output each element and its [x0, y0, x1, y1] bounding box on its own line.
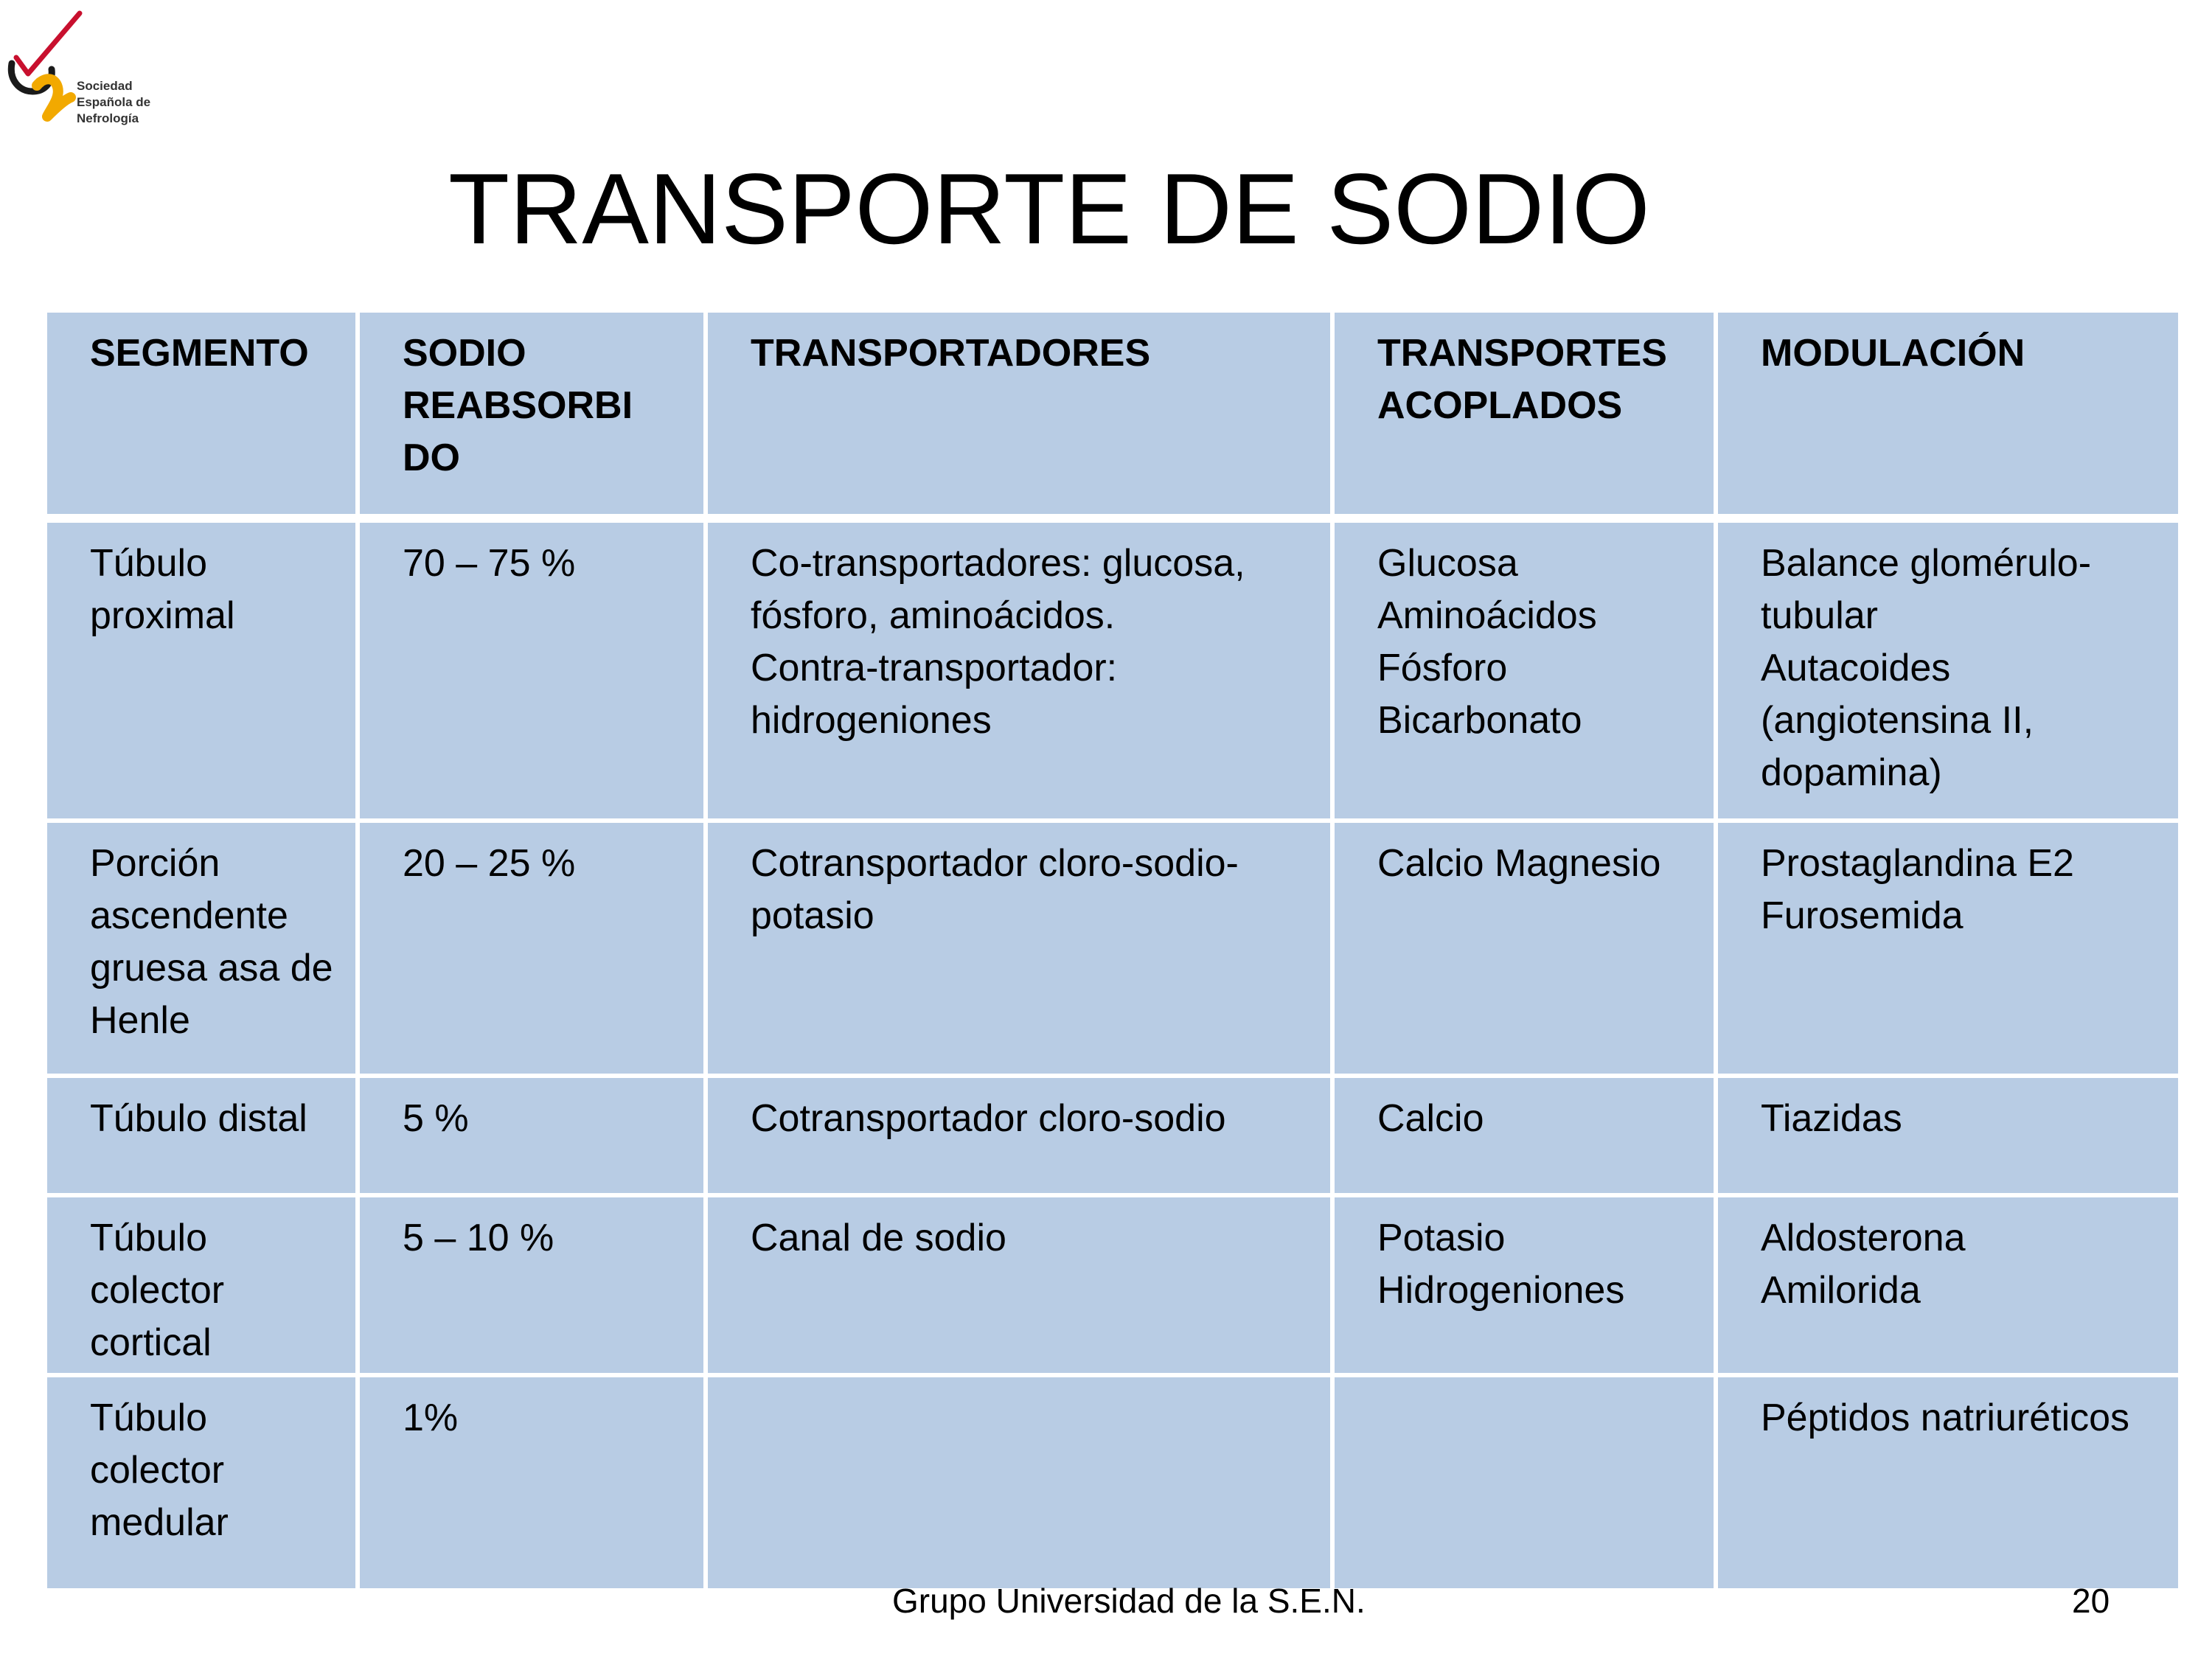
table-cell: [1332, 1076, 1716, 1195]
cell-line: tubular: [1761, 594, 1878, 637]
table-cell: [358, 1076, 706, 1195]
cell-line: Contra-transportador:: [751, 647, 1118, 689]
cell-line: Calcio Magnesio: [1377, 842, 1661, 885]
cell-line: colector: [90, 1269, 225, 1312]
cell-line: Aldosterona: [1761, 1217, 1966, 1259]
sen-logo-icon: [3, 6, 84, 131]
cell-line: Autacoides: [1761, 647, 1951, 689]
logo-text-line: Sociedad: [77, 79, 133, 93]
table-cell: [358, 1375, 706, 1590]
cell-line: SEGMENTO: [90, 332, 309, 375]
cell-line: 5 – 10 %: [403, 1217, 554, 1259]
table-cell: [45, 1076, 358, 1195]
cell-line: SODIO: [403, 332, 526, 375]
table-cell: [1332, 518, 1716, 821]
cell-line: Fósforo: [1377, 647, 1508, 689]
cell-line: Túbulo: [90, 1397, 207, 1439]
cell-line: MODULACIÓN: [1761, 332, 2025, 375]
logo-text-line: Española de: [77, 95, 151, 109]
cell-line: TRANSPORTADORES: [751, 332, 1151, 375]
logo-text: [77, 78, 150, 127]
table-cell: [45, 518, 358, 821]
table-cell: [1332, 1195, 1716, 1375]
slide-title: TRANSPORTE DE SODIO: [448, 153, 1650, 265]
cell-line: Túbulo distal: [90, 1097, 307, 1140]
cell-line: Hidrogeniones: [1377, 1269, 1625, 1312]
cell-line: Túbulo: [90, 1217, 207, 1259]
table-cell: [1716, 518, 2180, 821]
cell-line: medular: [90, 1501, 229, 1544]
header-modulacion: [1716, 310, 2180, 518]
cell-line: Túbulo: [90, 542, 207, 585]
table-cell: [1716, 1375, 2180, 1590]
cell-line: Henle: [90, 999, 190, 1042]
table-cell: [358, 518, 706, 821]
cell-line: Bicarbonato: [1377, 699, 1582, 742]
header-sodio-reabsorbido: [358, 310, 706, 518]
cell-line: Canal de sodio: [751, 1217, 1006, 1259]
table-cell: [45, 1375, 358, 1590]
cell-line: gruesa asa de: [90, 947, 333, 990]
cell-line: Amilorida: [1761, 1269, 1921, 1312]
cell-line: Glucosa: [1377, 542, 1518, 585]
table-cell: [1716, 821, 2180, 1076]
table-cell: [1716, 1076, 2180, 1195]
cell-line: ascendente: [90, 894, 288, 937]
table-cell: [706, 1076, 1332, 1195]
logo-text-line: Nefrología: [77, 111, 139, 125]
cell-line: REABSORBI: [403, 384, 633, 427]
cell-line: Cotransportador cloro-sodio-: [751, 842, 1239, 885]
table-cell: [1332, 1375, 1716, 1590]
header-transportadores: [706, 310, 1332, 518]
cell-line: 70 – 75 %: [403, 542, 576, 585]
table-cell: [358, 821, 706, 1076]
cell-line: potasio: [751, 894, 874, 937]
table-cell: [706, 821, 1332, 1076]
cell-line: Balance glomérulo-: [1761, 542, 2092, 585]
table-row: [45, 1195, 2180, 1375]
cell-line: ACOPLADOS: [1377, 384, 1623, 427]
cell-line: Tiazidas: [1761, 1097, 1902, 1140]
sen-logo: [3, 6, 173, 131]
cell-line: dopamina): [1761, 751, 1942, 794]
table-cell: [358, 1195, 706, 1375]
cell-line: Cotransportador cloro-sodio: [751, 1097, 1226, 1140]
table-cell: [45, 1195, 358, 1375]
table-row: [45, 1076, 2180, 1195]
cell-line: cortical: [90, 1321, 212, 1364]
table-body: [45, 518, 2180, 1590]
table-cell: [706, 1375, 1332, 1590]
table-row: [45, 821, 2180, 1076]
header-row: [45, 310, 2180, 518]
cell-line: Péptidos natriuréticos: [1761, 1397, 2130, 1439]
page-number: 20: [2072, 1582, 2110, 1620]
cell-line: DO: [403, 437, 460, 479]
header-transportes-acoplados: [1332, 310, 1716, 518]
cell-line: (angiotensina II,: [1761, 699, 2034, 742]
cell-line: 20 – 25 %: [403, 842, 576, 885]
cell-line: Co-transportadores: glucosa,: [751, 542, 1245, 585]
cell-line: 5 %: [403, 1097, 469, 1140]
table-cell: [706, 518, 1332, 821]
table-cell: [45, 821, 358, 1076]
table-cell: [1332, 821, 1716, 1076]
table-row: [45, 1375, 2180, 1590]
cell-line: proximal: [90, 594, 235, 637]
table-cell: [1716, 1195, 2180, 1375]
table-row: [45, 518, 2180, 821]
sodium-transport-table: [43, 308, 2183, 1593]
cell-line: Aminoácidos: [1377, 594, 1597, 637]
cell-line: Porción: [90, 842, 220, 885]
cell-line: Calcio: [1377, 1097, 1484, 1140]
footer-text: Grupo Universidad de la S.E.N.: [892, 1582, 1366, 1620]
cell-line: TRANSPORTES: [1377, 332, 1667, 375]
cell-line: Furosemida: [1761, 894, 1964, 937]
cell-line: colector: [90, 1449, 225, 1492]
table-header: [45, 310, 2180, 518]
header-segmento: [45, 310, 358, 518]
table-cell: [706, 1195, 1332, 1375]
cell-line: fósforo, aminoácidos.: [751, 594, 1116, 637]
cell-line: hidrogeniones: [751, 699, 992, 742]
cell-line: Prostaglandina E2: [1761, 842, 2074, 885]
cell-line: Potasio: [1377, 1217, 1506, 1259]
cell-line: 1%: [403, 1397, 459, 1439]
